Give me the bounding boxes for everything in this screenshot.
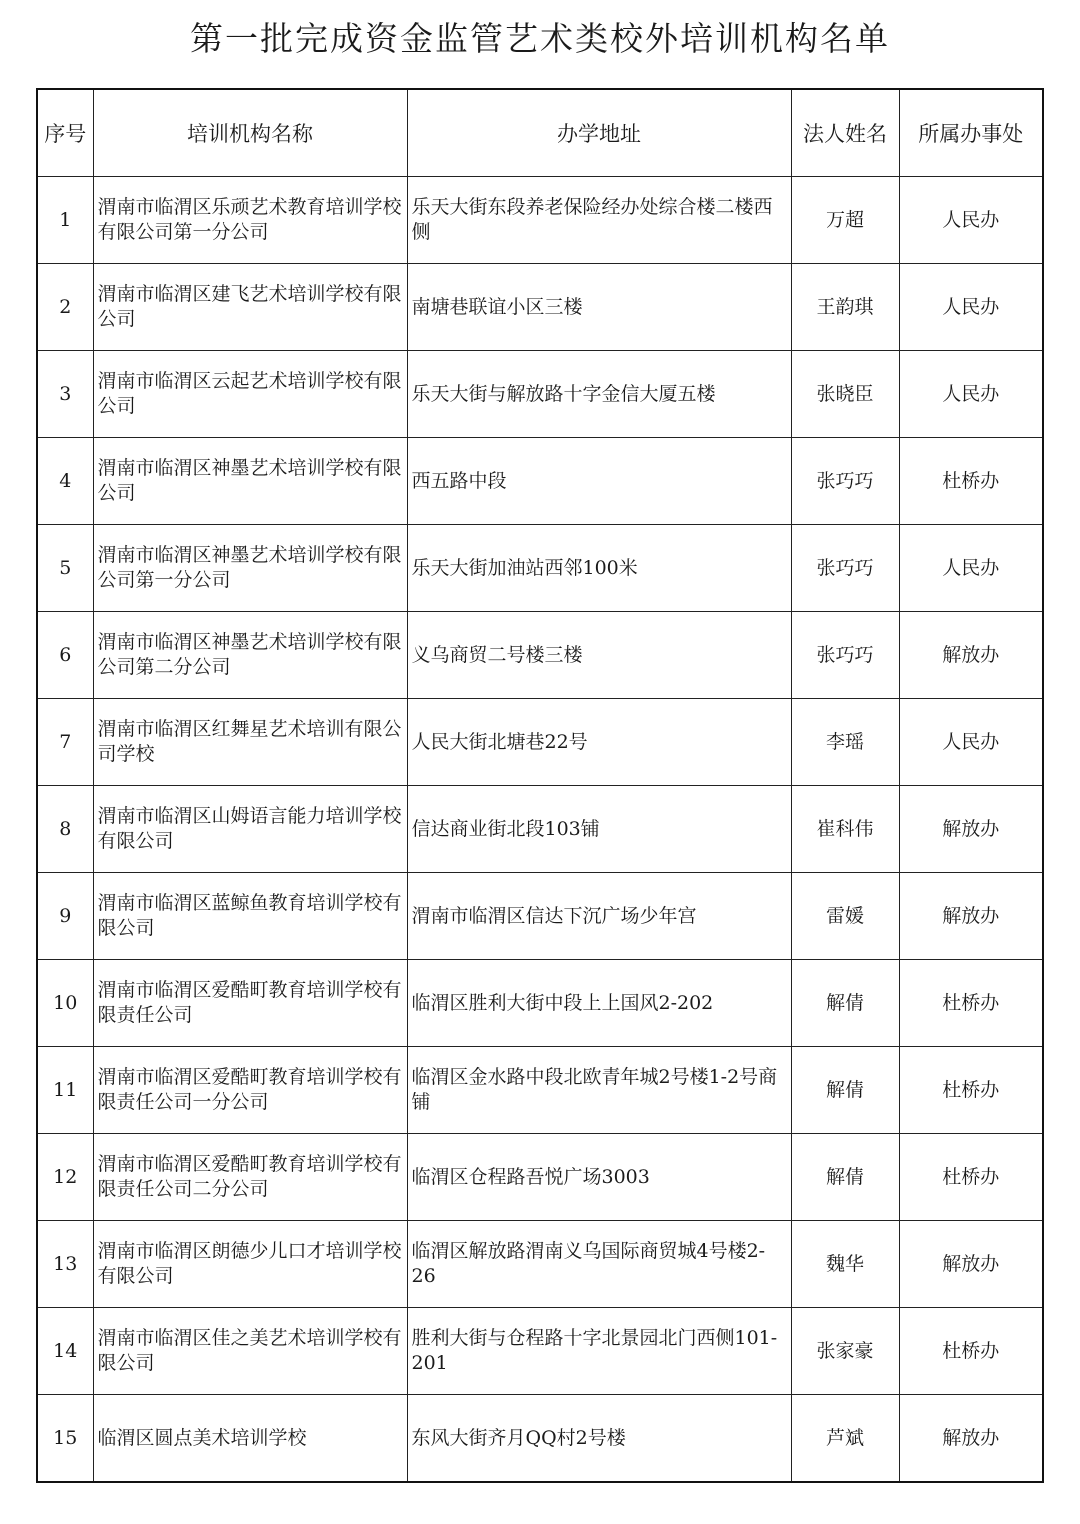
header-representative: 法人姓名 [791, 89, 899, 177]
row-name: 渭南市临渭区建飞艺术培训学校有限公司 [93, 264, 407, 351]
row-no: 1 [37, 177, 93, 264]
row-office: 人民办 [899, 699, 1043, 786]
row-office: 解放办 [899, 612, 1043, 699]
header-no: 序号 [37, 89, 93, 177]
row-office: 人民办 [899, 525, 1043, 612]
row-no: 9 [37, 873, 93, 960]
row-representative: 张巧巧 [791, 612, 899, 699]
row-address: 乐天大街与解放路十字金信大厦五楼 [407, 351, 791, 438]
row-no: 7 [37, 699, 93, 786]
row-representative: 万超 [791, 177, 899, 264]
row-representative: 芦斌 [791, 1395, 899, 1483]
row-address: 东风大街齐月QQ村2号楼 [407, 1395, 791, 1483]
row-name: 渭南市临渭区乐顽艺术教育培训学校有限公司第一分公司 [93, 177, 407, 264]
row-representative: 魏华 [791, 1221, 899, 1308]
row-office: 杜桥办 [899, 1308, 1043, 1395]
row-no: 6 [37, 612, 93, 699]
row-name: 渭南市临渭区朗德少儿口才培训学校有限公司 [93, 1221, 407, 1308]
row-no: 4 [37, 438, 93, 525]
row-office: 人民办 [899, 351, 1043, 438]
row-name: 渭南市临渭区佳之美艺术培训学校有限公司 [93, 1308, 407, 1395]
row-representative: 解倩 [791, 960, 899, 1047]
row-address: 临渭区金水路中段北欧青年城2号楼1-2号商铺 [407, 1047, 791, 1134]
row-name: 渭南市临渭区神墨艺术培训学校有限公司第二分公司 [93, 612, 407, 699]
row-name: 渭南市临渭区云起艺术培训学校有限公司 [93, 351, 407, 438]
row-no: 11 [37, 1047, 93, 1134]
row-office: 解放办 [899, 786, 1043, 873]
table-row [37, 1047, 1043, 1134]
row-office: 杜桥办 [899, 960, 1043, 1047]
table-row [37, 1221, 1043, 1308]
row-representative: 雷媛 [791, 873, 899, 960]
table-row [37, 699, 1043, 786]
table-row [37, 786, 1043, 873]
header-name: 培训机构名称 [93, 89, 407, 177]
row-office: 人民办 [899, 264, 1043, 351]
row-address: 临渭区胜利大街中段上上国风2-202 [407, 960, 791, 1047]
table-row [37, 177, 1043, 264]
row-representative: 解倩 [791, 1047, 899, 1134]
row-no: 15 [37, 1395, 93, 1483]
row-no: 14 [37, 1308, 93, 1395]
row-office: 解放办 [899, 1395, 1043, 1483]
row-address: 胜利大街与仓程路十字北景园北门西侧101-201 [407, 1308, 791, 1395]
row-no: 5 [37, 525, 93, 612]
row-name: 渭南市临渭区爱酷町教育培训学校有限责任公司 [93, 960, 407, 1047]
row-address: 渭南市临渭区信达下沉广场少年宫 [407, 873, 791, 960]
row-no: 8 [37, 786, 93, 873]
row-address: 人民大街北塘巷22号 [407, 699, 791, 786]
row-name: 渭南市临渭区爱酷町教育培训学校有限责任公司二分公司 [93, 1134, 407, 1221]
row-no: 2 [37, 264, 93, 351]
row-no: 12 [37, 1134, 93, 1221]
row-name: 渭南市临渭区神墨艺术培训学校有限公司 [93, 438, 407, 525]
row-name: 渭南市临渭区红舞星艺术培训有限公司学校 [93, 699, 407, 786]
row-address: 南塘巷联谊小区三楼 [407, 264, 791, 351]
row-address: 临渭区仓程路吾悦广场3003 [407, 1134, 791, 1221]
table-row [37, 525, 1043, 612]
row-no: 13 [37, 1221, 93, 1308]
table-row [37, 960, 1043, 1047]
header-office: 所属办事处 [899, 89, 1043, 177]
table-row [37, 1308, 1043, 1395]
row-address: 乐天大街加油站西邻100米 [407, 525, 791, 612]
row-representative: 崔科伟 [791, 786, 899, 873]
row-office: 杜桥办 [899, 1047, 1043, 1134]
row-address: 乐天大街东段养老保险经办处综合楼二楼西侧 [407, 177, 791, 264]
table-row [37, 438, 1043, 525]
row-address: 义乌商贸二号楼三楼 [407, 612, 791, 699]
row-representative: 张晓臣 [791, 351, 899, 438]
row-name: 渭南市临渭区山姆语言能力培训学校有限公司 [93, 786, 407, 873]
row-name: 渭南市临渭区神墨艺术培训学校有限公司第一分公司 [93, 525, 407, 612]
row-representative: 李瑶 [791, 699, 899, 786]
table-row [37, 1134, 1043, 1221]
row-no: 3 [37, 351, 93, 438]
row-no: 10 [37, 960, 93, 1047]
row-office: 杜桥办 [899, 1134, 1043, 1221]
row-name: 渭南市临渭区爱酷町教育培训学校有限责任公司一分公司 [93, 1047, 407, 1134]
row-office: 杜桥办 [899, 438, 1043, 525]
row-representative: 张家豪 [791, 1308, 899, 1395]
row-representative: 张巧巧 [791, 438, 899, 525]
table-row [37, 351, 1043, 438]
table-row [37, 612, 1043, 699]
row-address: 临渭区解放路渭南义乌国际商贸城4号楼2-26 [407, 1221, 791, 1308]
row-name: 临渭区圆点美术培训学校 [93, 1395, 407, 1483]
row-name: 渭南市临渭区蓝鲸鱼教育培训学校有限公司 [93, 873, 407, 960]
table-row [37, 873, 1043, 960]
row-office: 解放办 [899, 873, 1043, 960]
header-address: 办学地址 [407, 89, 791, 177]
row-address: 西五路中段 [407, 438, 791, 525]
table-header-row [37, 89, 1043, 177]
row-office: 人民办 [899, 177, 1043, 264]
table-row [37, 264, 1043, 351]
table-row [37, 1395, 1043, 1483]
row-office: 解放办 [899, 1221, 1043, 1308]
row-representative: 王韵琪 [791, 264, 899, 351]
institution-table [36, 88, 1044, 1483]
row-address: 信达商业街北段103铺 [407, 786, 791, 873]
row-representative: 解倩 [791, 1134, 899, 1221]
page-title: 第一批完成资金监管艺术类校外培训机构名单 [190, 19, 890, 58]
row-representative: 张巧巧 [791, 525, 899, 612]
